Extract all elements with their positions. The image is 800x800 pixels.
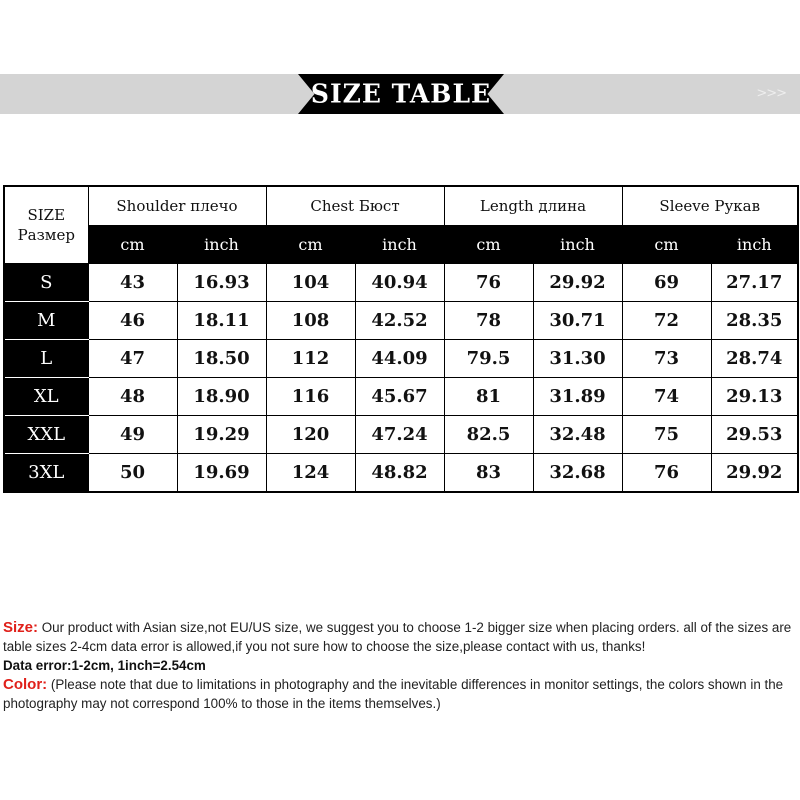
value-cell: 79.5 (444, 340, 533, 378)
unit-header: cm (444, 226, 533, 264)
unit-header: inch (355, 226, 444, 264)
value-cell: 112 (266, 340, 355, 378)
value-cell: 43 (88, 264, 177, 302)
value-cell: 29.53 (711, 416, 798, 454)
header-row-units (4, 226, 798, 264)
value-cell: 75 (622, 416, 711, 454)
value-cell: 108 (266, 302, 355, 340)
unit-header: cm (88, 226, 177, 264)
value-cell: 31.89 (533, 378, 622, 416)
size-cell: M (4, 302, 88, 340)
value-cell: 28.74 (711, 340, 798, 378)
size-table (3, 185, 799, 493)
color-note-text: (Please note that due to limitations in photography and the inevitable differences in monitor settings, the colors shown in the photography may not correspond 100% to those in the items themselves.) (3, 677, 784, 711)
table-row (4, 264, 798, 302)
value-cell: 81 (444, 378, 533, 416)
group-header-sleeve: Sleeve Рукав (622, 186, 798, 226)
value-cell: 19.69 (177, 454, 266, 493)
value-cell: 32.68 (533, 454, 622, 493)
value-cell: 124 (266, 454, 355, 493)
value-cell: 48.82 (355, 454, 444, 493)
size-label-en: SIZE (27, 206, 66, 224)
value-cell: 18.11 (177, 302, 266, 340)
value-cell: 48 (88, 378, 177, 416)
banner-title: SIZE TABLE (310, 78, 492, 109)
chevrons-right-icon: >>> (756, 86, 786, 101)
size-cell: S (4, 264, 88, 302)
color-note-label: Color: (3, 676, 48, 693)
value-cell: 76 (444, 264, 533, 302)
data-error-note: Data error:1-2cm, 1inch=2.54cm (3, 658, 206, 673)
value-cell: 46 (88, 302, 177, 340)
size-corner-header (4, 186, 88, 264)
value-cell: 44.09 (355, 340, 444, 378)
value-cell: 116 (266, 378, 355, 416)
value-cell: 18.50 (177, 340, 266, 378)
unit-header: inch (533, 226, 622, 264)
value-cell: 50 (88, 454, 177, 493)
size-label-ru: Размер (17, 226, 75, 244)
value-cell: 30.71 (533, 302, 622, 340)
size-note-label: Size: (3, 619, 39, 636)
value-cell: 47.24 (355, 416, 444, 454)
value-cell: 72 (622, 302, 711, 340)
value-cell: 47 (88, 340, 177, 378)
value-cell: 45.67 (355, 378, 444, 416)
unit-header: cm (266, 226, 355, 264)
group-header-length: Length длина (444, 186, 622, 226)
value-cell: 78 (444, 302, 533, 340)
table-row (4, 340, 798, 378)
size-cell: XL (4, 378, 88, 416)
table-row (4, 454, 798, 493)
size-note (3, 618, 800, 656)
value-cell: 19.29 (177, 416, 266, 454)
value-cell: 82.5 (444, 416, 533, 454)
unit-header: inch (711, 226, 798, 264)
value-cell: 76 (622, 454, 711, 493)
group-header-shoulder: Shoulder плечо (88, 186, 266, 226)
size-note-text: Our product with Asian size,not EU/US size, we suggest you to choose 1-2 bigger size when placing orders. all of the sizes are table sizes 2-4cm data error is allowed,if you not sure how to choose the size,please contact with us, thanks! (3, 620, 792, 654)
value-cell: 40.94 (355, 264, 444, 302)
table-row (4, 378, 798, 416)
value-cell: 18.90 (177, 378, 266, 416)
value-cell: 42.52 (355, 302, 444, 340)
value-cell: 49 (88, 416, 177, 454)
value-cell: 29.92 (533, 264, 622, 302)
color-note (3, 675, 800, 713)
value-cell: 29.92 (711, 454, 798, 493)
header-row-groups (4, 186, 798, 226)
table-row (4, 416, 798, 454)
value-cell: 31.30 (533, 340, 622, 378)
size-cell: L (4, 340, 88, 378)
value-cell: 69 (622, 264, 711, 302)
size-notes (3, 618, 800, 713)
value-cell: 83 (444, 454, 533, 493)
value-cell: 73 (622, 340, 711, 378)
value-cell: 29.13 (711, 378, 798, 416)
value-cell: 74 (622, 378, 711, 416)
value-cell: 16.93 (177, 264, 266, 302)
group-header-chest: Chest Бюст (266, 186, 444, 226)
unit-header: inch (177, 226, 266, 264)
value-cell: 32.48 (533, 416, 622, 454)
value-cell: 27.17 (711, 264, 798, 302)
size-cell: XXL (4, 416, 88, 454)
size-cell: 3XL (4, 454, 88, 493)
value-cell: 104 (266, 264, 355, 302)
value-cell: 28.35 (711, 302, 798, 340)
unit-header: cm (622, 226, 711, 264)
table-row (4, 302, 798, 340)
value-cell: 120 (266, 416, 355, 454)
